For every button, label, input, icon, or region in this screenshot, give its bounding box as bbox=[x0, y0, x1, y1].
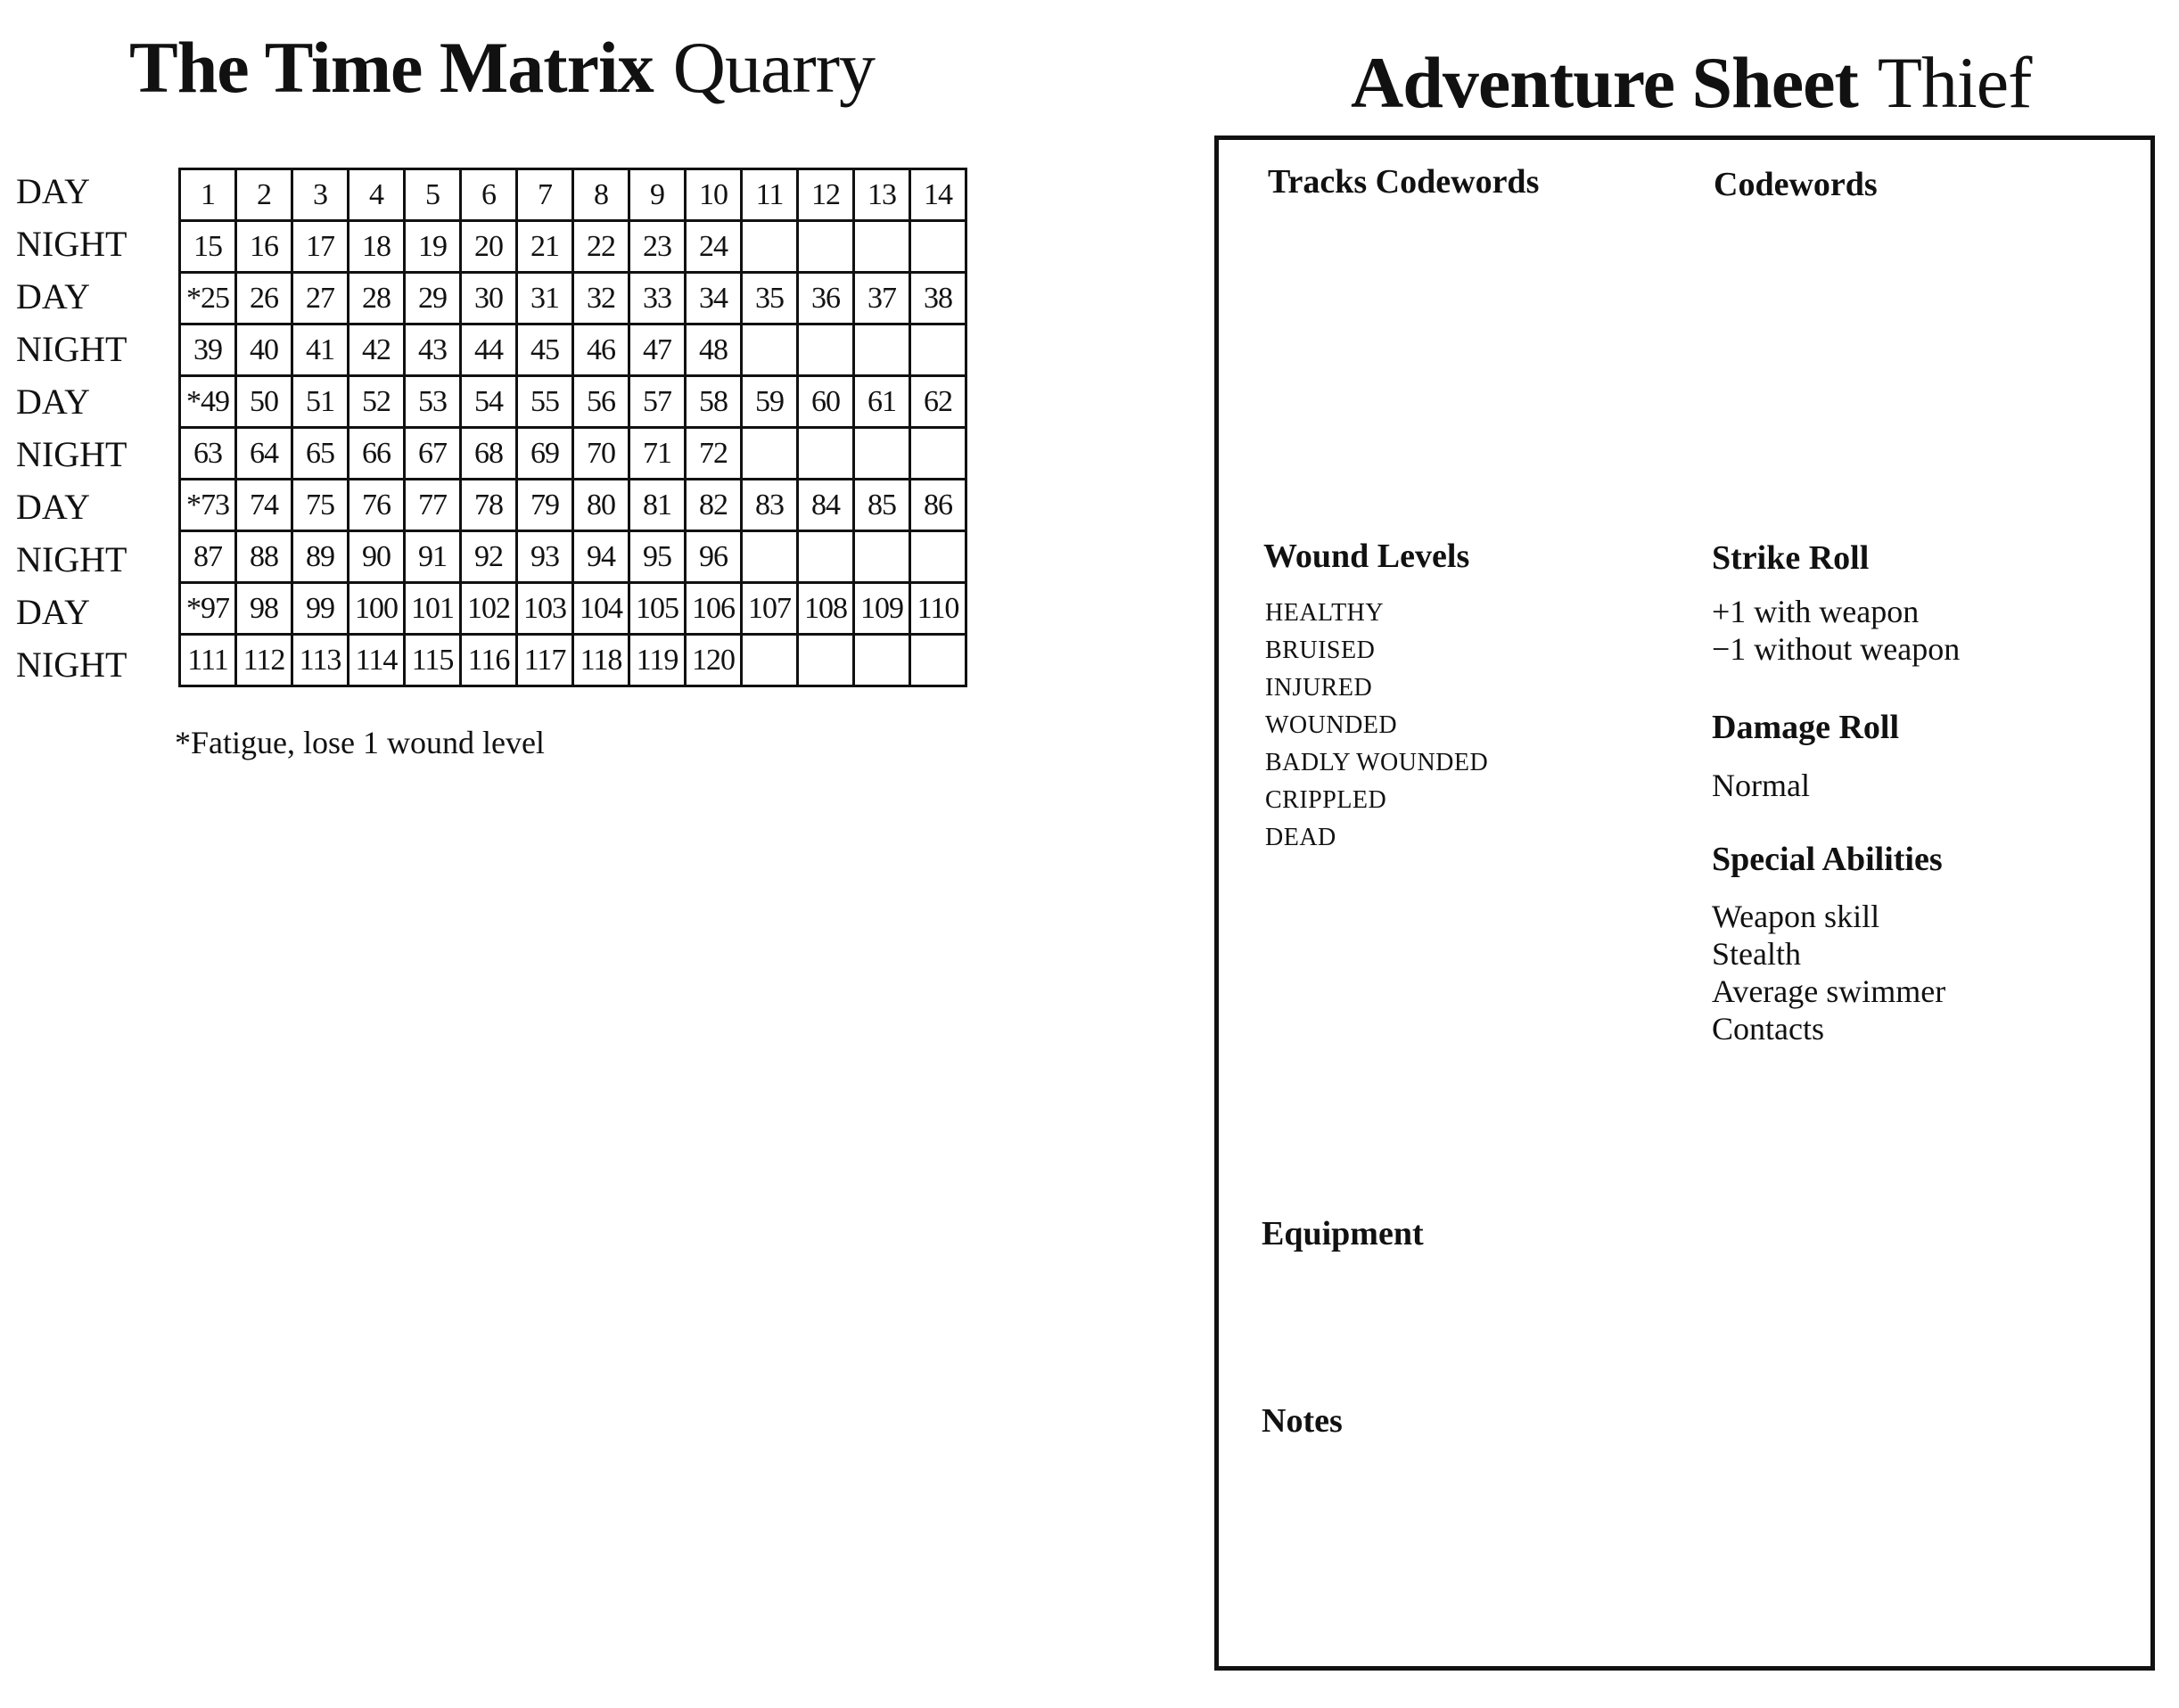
wound-level-item: BRUISED bbox=[1265, 636, 1376, 664]
matrix-cell: 14 bbox=[910, 169, 966, 221]
matrix-cell: 91 bbox=[405, 531, 461, 583]
matrix-cell: 95 bbox=[629, 531, 686, 583]
matrix-cell: 70 bbox=[573, 428, 629, 480]
matrix-cell: 17 bbox=[292, 221, 349, 273]
matrix-cell: 96 bbox=[686, 531, 742, 583]
time-matrix-title-main: The Time Matrix bbox=[129, 27, 654, 108]
matrix-cell: 48 bbox=[686, 324, 742, 376]
matrix-cell: 71 bbox=[629, 428, 686, 480]
tracks-codewords-heading: Tracks Codewords bbox=[1268, 163, 1540, 201]
row-label-day: DAY bbox=[16, 171, 90, 211]
matrix-cell: 31 bbox=[517, 273, 573, 324]
row-label-night: NIGHT bbox=[16, 329, 127, 369]
matrix-cell: 13 bbox=[854, 169, 910, 221]
fatigue-note: *Fatigue, lose 1 wound level bbox=[175, 725, 545, 760]
matrix-cell: 44 bbox=[461, 324, 517, 376]
matrix-cell: 62 bbox=[910, 376, 966, 428]
matrix-cell: 64 bbox=[236, 428, 292, 480]
matrix-cell: 68 bbox=[461, 428, 517, 480]
matrix-cell: 103 bbox=[517, 583, 573, 635]
matrix-cell: 10 bbox=[686, 169, 742, 221]
matrix-cell: 42 bbox=[349, 324, 405, 376]
matrix-cell: 40 bbox=[236, 324, 292, 376]
row-label-day: DAY bbox=[16, 487, 90, 527]
matrix-row bbox=[180, 376, 966, 428]
matrix-cell bbox=[798, 635, 854, 686]
matrix-cell: 53 bbox=[405, 376, 461, 428]
matrix-cell: 98 bbox=[236, 583, 292, 635]
row-label-night: NIGHT bbox=[16, 539, 127, 579]
matrix-cell: 27 bbox=[292, 273, 349, 324]
special-abilities-list bbox=[1712, 898, 1945, 1047]
matrix-cell: 4 bbox=[349, 169, 405, 221]
matrix-cell bbox=[854, 221, 910, 273]
matrix-cell bbox=[910, 324, 966, 376]
matrix-cell: 1 bbox=[180, 169, 236, 221]
adventure-sheet-title-main: Adventure Sheet bbox=[1351, 42, 1858, 123]
matrix-cell: 75 bbox=[292, 480, 349, 531]
matrix-cell: 101 bbox=[405, 583, 461, 635]
matrix-cell: 90 bbox=[349, 531, 405, 583]
matrix-cell: 94 bbox=[573, 531, 629, 583]
matrix-cell bbox=[910, 428, 966, 480]
matrix-row bbox=[180, 531, 966, 583]
wound-level-item: HEALTHY bbox=[1265, 599, 1385, 627]
matrix-cell bbox=[798, 428, 854, 480]
matrix-row bbox=[180, 273, 966, 324]
matrix-cell: 51 bbox=[292, 376, 349, 428]
matrix-cell: 41 bbox=[292, 324, 349, 376]
matrix-cell: 50 bbox=[236, 376, 292, 428]
matrix-cell: 102 bbox=[461, 583, 517, 635]
row-label-day: DAY bbox=[16, 382, 90, 422]
matrix-cell: 107 bbox=[742, 583, 798, 635]
matrix-cell: 46 bbox=[573, 324, 629, 376]
matrix-cell: 80 bbox=[573, 480, 629, 531]
matrix-cell: 79 bbox=[517, 480, 573, 531]
matrix-cell: 19 bbox=[405, 221, 461, 273]
matrix-cell: 29 bbox=[405, 273, 461, 324]
matrix-cell: 118 bbox=[573, 635, 629, 686]
matrix-cell: 65 bbox=[292, 428, 349, 480]
matrix-cell bbox=[742, 635, 798, 686]
matrix-cell: 108 bbox=[798, 583, 854, 635]
wound-level-item: DEAD bbox=[1265, 824, 1336, 851]
matrix-cell bbox=[798, 221, 854, 273]
matrix-cell: 23 bbox=[629, 221, 686, 273]
matrix-cell: 56 bbox=[573, 376, 629, 428]
matrix-row bbox=[180, 583, 966, 635]
matrix-cell: 3 bbox=[292, 169, 349, 221]
matrix-row bbox=[180, 169, 966, 221]
matrix-cell: *25 bbox=[180, 273, 236, 324]
matrix-cell: 69 bbox=[517, 428, 573, 480]
special-ability-item: Stealth bbox=[1712, 936, 1801, 972]
matrix-row bbox=[180, 480, 966, 531]
matrix-cell: 11 bbox=[742, 169, 798, 221]
matrix-cell: 35 bbox=[742, 273, 798, 324]
wound-level-item: BADLY WOUNDED bbox=[1265, 749, 1489, 776]
matrix-cell: 37 bbox=[854, 273, 910, 324]
matrix-cell: 78 bbox=[461, 480, 517, 531]
matrix-cell: 30 bbox=[461, 273, 517, 324]
matrix-cell: 24 bbox=[686, 221, 742, 273]
matrix-cell: 88 bbox=[236, 531, 292, 583]
matrix-cell: 20 bbox=[461, 221, 517, 273]
matrix-cell: 76 bbox=[349, 480, 405, 531]
matrix-cell: 92 bbox=[461, 531, 517, 583]
matrix-cell: 38 bbox=[910, 273, 966, 324]
special-ability-item: Average swimmer bbox=[1712, 973, 1946, 1009]
strike-roll-item: +1 with weapon bbox=[1712, 594, 1920, 629]
adventure-sheet-title bbox=[1351, 42, 2032, 123]
matrix-cell: 54 bbox=[461, 376, 517, 428]
matrix-cell: 113 bbox=[292, 635, 349, 686]
notes-heading: Notes bbox=[1262, 1402, 1343, 1440]
matrix-cell bbox=[742, 531, 798, 583]
matrix-cell: 105 bbox=[629, 583, 686, 635]
matrix-cell: 43 bbox=[405, 324, 461, 376]
special-abilities-heading: Special Abilities bbox=[1712, 841, 1943, 878]
matrix-cell bbox=[798, 531, 854, 583]
matrix-cell: 82 bbox=[686, 480, 742, 531]
matrix-cell: 74 bbox=[236, 480, 292, 531]
damage-roll-heading: Damage Roll bbox=[1712, 709, 1900, 746]
matrix-cell: 2 bbox=[236, 169, 292, 221]
matrix-cell: 77 bbox=[405, 480, 461, 531]
matrix-cell: 58 bbox=[686, 376, 742, 428]
matrix-cell: 55 bbox=[517, 376, 573, 428]
matrix-cell: 119 bbox=[629, 635, 686, 686]
matrix-cell: 83 bbox=[742, 480, 798, 531]
matrix-cell: 114 bbox=[349, 635, 405, 686]
time-matrix-row-labels bbox=[16, 169, 177, 695]
matrix-cell bbox=[742, 221, 798, 273]
matrix-cell bbox=[910, 635, 966, 686]
matrix-cell: 72 bbox=[686, 428, 742, 480]
matrix-cell: 61 bbox=[854, 376, 910, 428]
wound-levels-list bbox=[1265, 595, 1488, 857]
matrix-cell: 57 bbox=[629, 376, 686, 428]
matrix-cell: 109 bbox=[854, 583, 910, 635]
matrix-cell: 52 bbox=[349, 376, 405, 428]
matrix-row bbox=[180, 428, 966, 480]
matrix-cell: 7 bbox=[517, 169, 573, 221]
matrix-cell: 34 bbox=[686, 273, 742, 324]
matrix-cell bbox=[910, 221, 966, 273]
matrix-cell: 63 bbox=[180, 428, 236, 480]
matrix-cell: 28 bbox=[349, 273, 405, 324]
matrix-cell: 112 bbox=[236, 635, 292, 686]
matrix-cell: 18 bbox=[349, 221, 405, 273]
strike-roll-list bbox=[1712, 593, 1960, 668]
row-label-night: NIGHT bbox=[16, 434, 127, 474]
matrix-cell: 36 bbox=[798, 273, 854, 324]
matrix-cell: 21 bbox=[517, 221, 573, 273]
time-matrix-subtitle: Quarry bbox=[672, 27, 876, 108]
matrix-cell: 15 bbox=[180, 221, 236, 273]
matrix-cell: 85 bbox=[854, 480, 910, 531]
special-ability-item: Weapon skill bbox=[1712, 899, 1880, 934]
codewords-heading: Codewords bbox=[1714, 166, 1878, 203]
matrix-cell: 86 bbox=[910, 480, 966, 531]
matrix-cell bbox=[798, 324, 854, 376]
matrix-cell: 47 bbox=[629, 324, 686, 376]
matrix-cell: 93 bbox=[517, 531, 573, 583]
matrix-cell: 22 bbox=[573, 221, 629, 273]
matrix-cell: 115 bbox=[405, 635, 461, 686]
equipment-heading: Equipment bbox=[1262, 1215, 1424, 1252]
row-label-day: DAY bbox=[16, 592, 90, 632]
matrix-cell: 5 bbox=[405, 169, 461, 221]
adventure-sheet-box bbox=[1214, 135, 2155, 1671]
matrix-cell: 110 bbox=[910, 583, 966, 635]
adventure-sheet-subtitle: Thief bbox=[1877, 42, 2032, 123]
matrix-cell: 67 bbox=[405, 428, 461, 480]
matrix-cell: 66 bbox=[349, 428, 405, 480]
special-ability-item: Contacts bbox=[1712, 1011, 1824, 1047]
row-label-night: NIGHT bbox=[16, 645, 127, 685]
matrix-cell bbox=[854, 531, 910, 583]
strike-roll-heading: Strike Roll bbox=[1712, 539, 1870, 577]
matrix-cell: 8 bbox=[573, 169, 629, 221]
matrix-cell: 89 bbox=[292, 531, 349, 583]
matrix-cell: 59 bbox=[742, 376, 798, 428]
matrix-cell: *73 bbox=[180, 480, 236, 531]
wound-level-item: WOUNDED bbox=[1265, 711, 1398, 739]
matrix-cell: 87 bbox=[180, 531, 236, 583]
matrix-cell: 33 bbox=[629, 273, 686, 324]
matrix-cell bbox=[854, 428, 910, 480]
matrix-cell: 117 bbox=[517, 635, 573, 686]
matrix-cell bbox=[742, 428, 798, 480]
damage-roll-value: Normal bbox=[1712, 768, 1810, 803]
matrix-cell bbox=[854, 635, 910, 686]
matrix-cell: 81 bbox=[629, 480, 686, 531]
time-matrix-grid bbox=[178, 168, 967, 687]
matrix-cell bbox=[854, 324, 910, 376]
matrix-row bbox=[180, 221, 966, 273]
matrix-cell: 104 bbox=[573, 583, 629, 635]
matrix-cell: 32 bbox=[573, 273, 629, 324]
matrix-cell: 100 bbox=[349, 583, 405, 635]
row-label-night: NIGHT bbox=[16, 224, 127, 264]
matrix-cell: 12 bbox=[798, 169, 854, 221]
matrix-cell: 6 bbox=[461, 169, 517, 221]
matrix-cell: 16 bbox=[236, 221, 292, 273]
time-matrix-title bbox=[129, 27, 876, 108]
matrix-cell: 116 bbox=[461, 635, 517, 686]
matrix-cell bbox=[742, 324, 798, 376]
strike-roll-item: −1 without weapon bbox=[1712, 631, 1961, 667]
wound-levels-heading: Wound Levels bbox=[1263, 538, 1470, 575]
matrix-cell: 60 bbox=[798, 376, 854, 428]
matrix-cell: 106 bbox=[686, 583, 742, 635]
matrix-row bbox=[180, 635, 966, 686]
matrix-cell: 39 bbox=[180, 324, 236, 376]
matrix-cell: 84 bbox=[798, 480, 854, 531]
matrix-cell: 26 bbox=[236, 273, 292, 324]
matrix-cell: *49 bbox=[180, 376, 236, 428]
matrix-cell: *97 bbox=[180, 583, 236, 635]
matrix-cell: 45 bbox=[517, 324, 573, 376]
matrix-cell bbox=[910, 531, 966, 583]
matrix-cell: 99 bbox=[292, 583, 349, 635]
matrix-cell: 111 bbox=[180, 635, 236, 686]
row-label-day: DAY bbox=[16, 276, 90, 316]
matrix-row bbox=[180, 324, 966, 376]
wound-level-item: INJURED bbox=[1265, 674, 1373, 702]
matrix-cell: 120 bbox=[686, 635, 742, 686]
wound-level-item: CRIPPLED bbox=[1265, 786, 1387, 814]
matrix-cell: 9 bbox=[629, 169, 686, 221]
